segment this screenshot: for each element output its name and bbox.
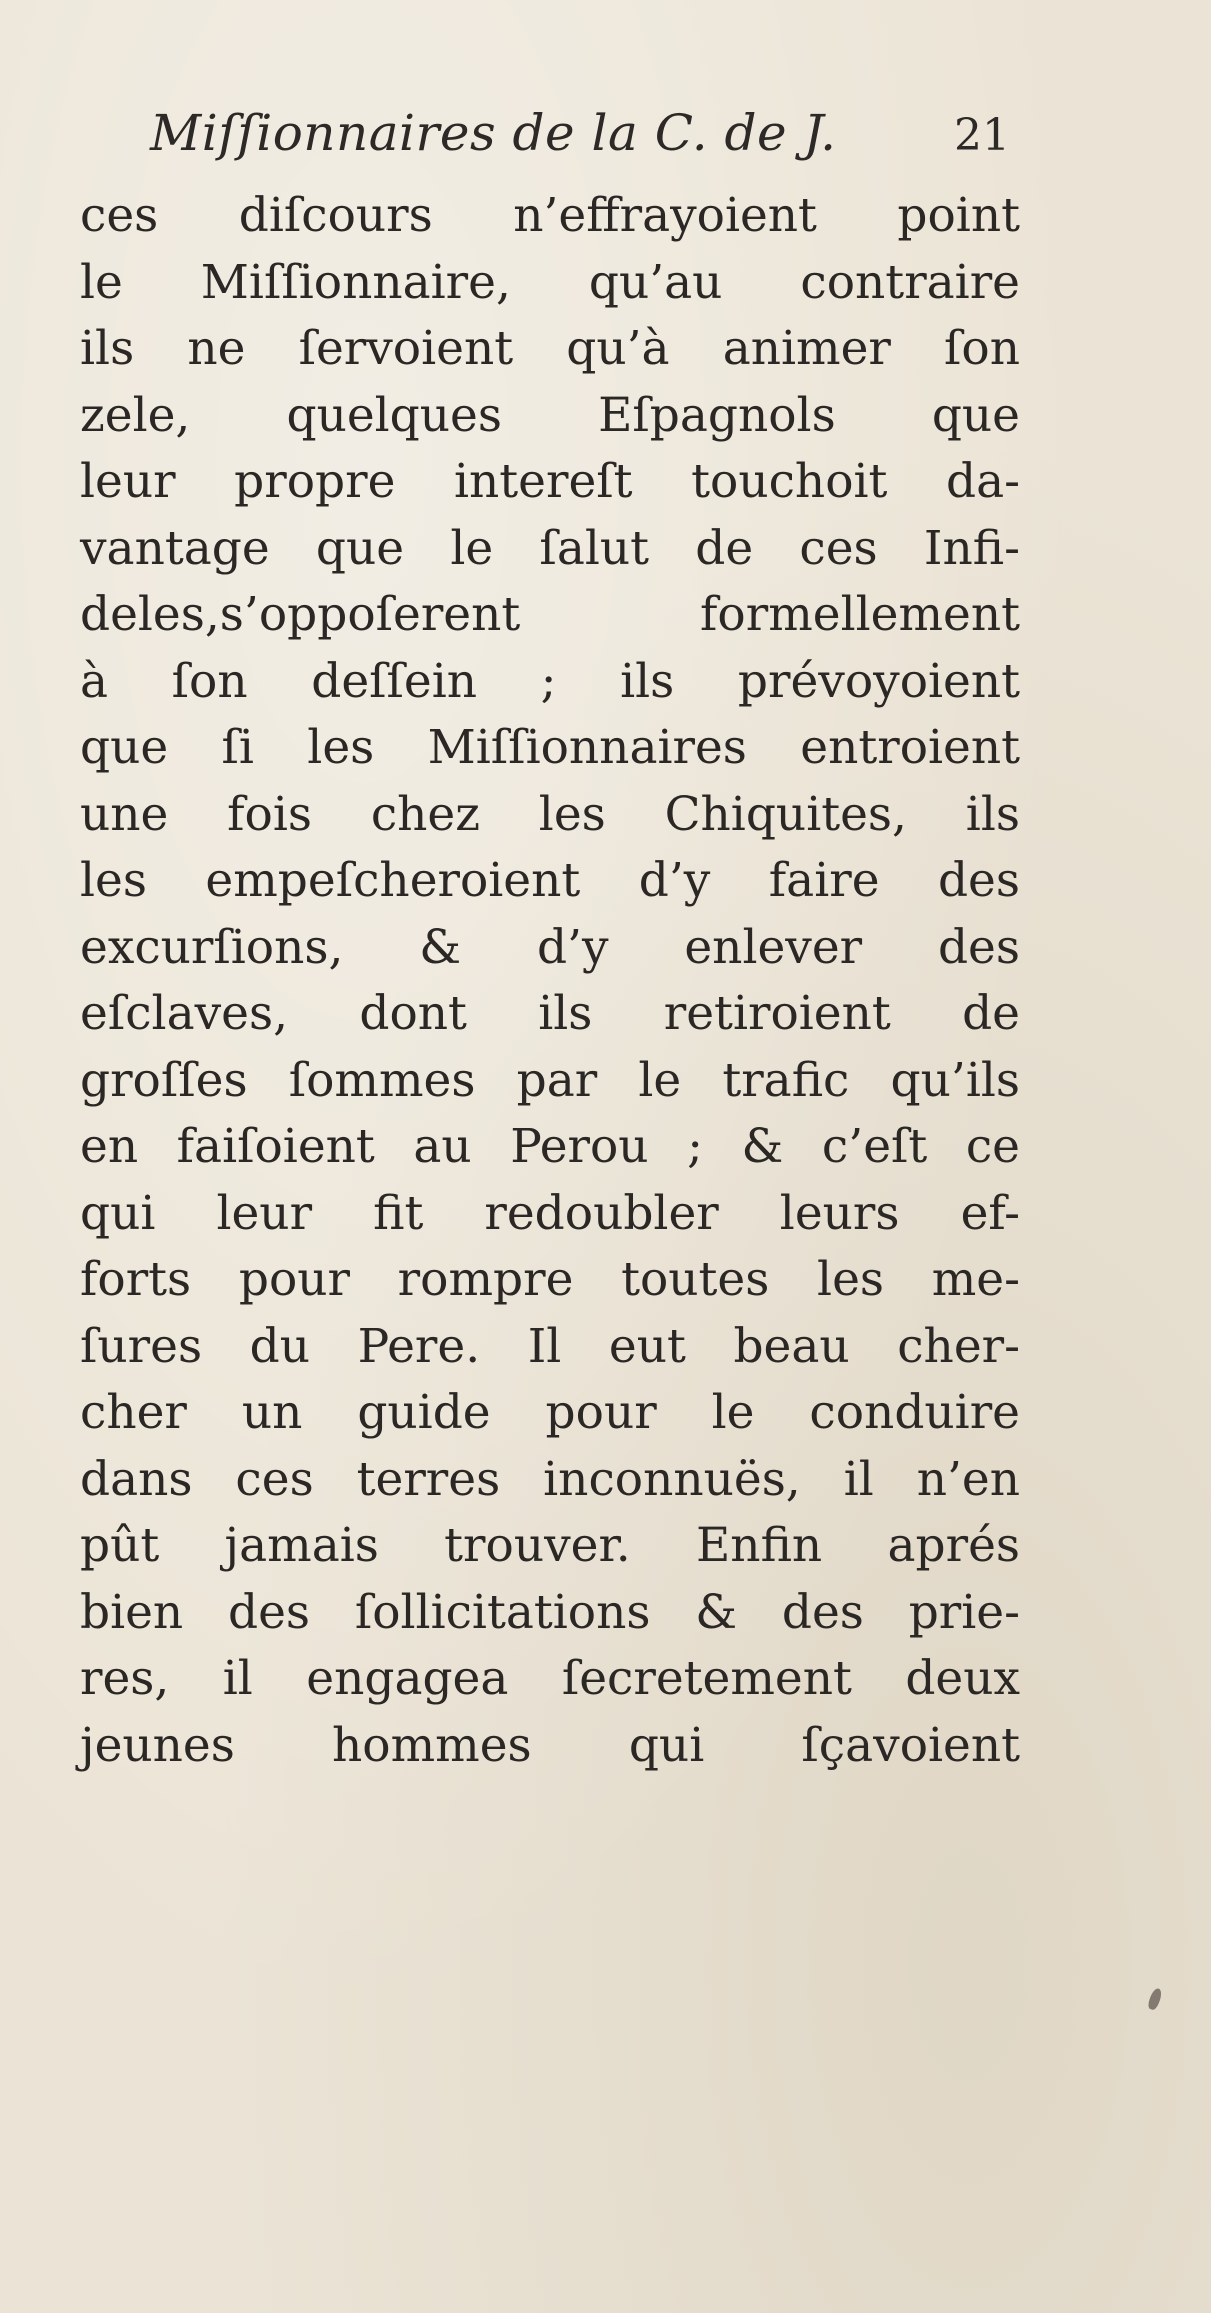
text-line: bien des ſollicitations & des prie- [80,1584,1020,1640]
body-text [80,183,1020,1779]
page-header [150,104,1010,168]
text-line: en faiſoient au Perou ; & c’eſt ce [80,1119,1020,1174]
text-line: zele, quelques Eſpagnols que [80,387,1020,443]
text-line: que ſi les Miſſionnaires entroient [80,720,1020,775]
text-line: les empeſcheroient d’y faire des [80,853,1020,908]
text-line: ils ne ſervoient qu’à animer ſon [80,321,1020,376]
text-line: dans ces terres inconnuës, il n’en [80,1451,1020,1507]
text-line: le Miſſionnaire, qu’au contraire [80,254,1020,310]
page-number: 21 [954,110,1010,161]
text-line: qui leur fit redoubler leurs ef- [80,1185,1020,1241]
text-line: ces diſcours n’effrayoient point [80,188,1020,243]
text-line: res, il engagea ſecretement deux [80,1651,1020,1706]
text-line: eſclaves, dont ils retiroient de [80,986,1020,1041]
ink-speck [1147,1987,1164,2011]
text-line: vantage que le ſalut de ces Infi- [80,520,1020,576]
text-line: une fois chez les Chiquites, ils [80,786,1020,842]
text-line: jeunes hommes qui ſçavoient [80,1717,1020,1773]
text-line: leur propre intereſt touchoit da- [80,454,1020,509]
text-line: forts pour rompre toutes les me- [80,1252,1020,1307]
text-line: deles,s’oppoſerent formellement [80,587,1020,642]
text-line: groſſes ſommes par le trafic qu’ils [80,1052,1020,1108]
running-title: Miſſionnaires de la C. de J. [150,104,837,162]
text-line: à ſon deſſein ; ils prévoyoient [80,653,1020,709]
text-line: cher un guide pour le conduire [80,1385,1020,1440]
text-line: ſures du Pere. Il eut beau cher- [80,1318,1020,1374]
text-line: pût jamais trouver. Enfin aprés [80,1518,1020,1573]
text-line: excurſions, & d’y enlever des [80,919,1020,975]
